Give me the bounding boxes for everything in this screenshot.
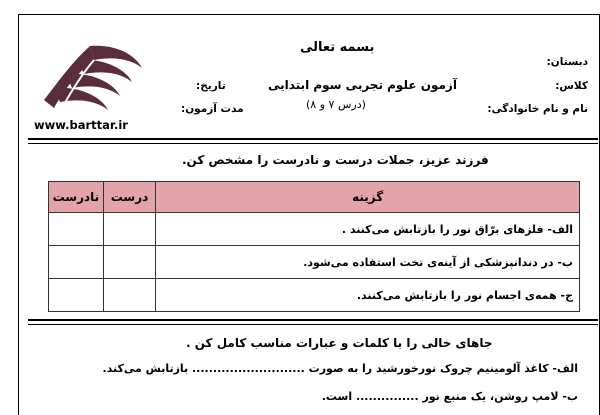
col-true: درست [103, 182, 156, 213]
section2-instruction: جاهای خالی را با کلمات و عبارات مناسب کامل کن . [186, 336, 493, 350]
header-divider-thin [28, 143, 598, 144]
table-row [49, 213, 580, 246]
fill-blank-a: الف- کاغذ آلومینیم چروک نورخورشید را به صورت ........................... بازتابش می‌کند. [102, 362, 578, 375]
true-false-table [48, 181, 580, 312]
table-header-row [49, 182, 580, 213]
true-cell-b[interactable] [103, 246, 156, 279]
lessons-note: (درس ۷ و ۸) [306, 98, 366, 111]
true-cell-c[interactable] [103, 279, 156, 312]
col-false: نادرست [49, 182, 104, 213]
section1-instruction: فرزند عزیز، جملات درست و نادرست را مشخص کن. [182, 153, 489, 167]
fill-blank-b: ب- لامپ روشن، یک منبع نور ............... است. [321, 390, 578, 403]
class-label: کلاس: [555, 80, 588, 92]
statement-b: ب- در دندانپزشکی از آینه‌ی تخت استفاده می‌شود. [156, 246, 580, 279]
table-row [49, 279, 580, 312]
exam-title: آزمون علوم تجربی سوم ابتدایی [268, 78, 457, 92]
statement-a: الف- فلزهای برّاق نور را بازتابش می‌کنند . [156, 213, 580, 246]
bismillah: بسمه تعالی [300, 40, 375, 55]
section-divider-thin [28, 324, 598, 325]
col-option: گزینه [156, 182, 580, 213]
table-row [49, 246, 580, 279]
duration-label: مدت آزمون: [181, 103, 244, 115]
barttar-logo [32, 38, 150, 116]
name-label: نام و نام خانوادگی: [487, 103, 588, 115]
header-divider [28, 138, 598, 140]
website-url: www.barttar.ir [34, 118, 128, 132]
false-cell-b[interactable] [49, 246, 104, 279]
statement-c: ج- همه‌ی اجسام نور را بازتابش می‌کنند. [156, 279, 580, 312]
false-cell-c[interactable] [49, 279, 104, 312]
section-divider [28, 319, 598, 321]
school-label: دبستان: [546, 56, 588, 68]
false-cell-a[interactable] [49, 213, 104, 246]
true-cell-a[interactable] [103, 213, 156, 246]
date-label: تاریخ: [196, 80, 226, 92]
